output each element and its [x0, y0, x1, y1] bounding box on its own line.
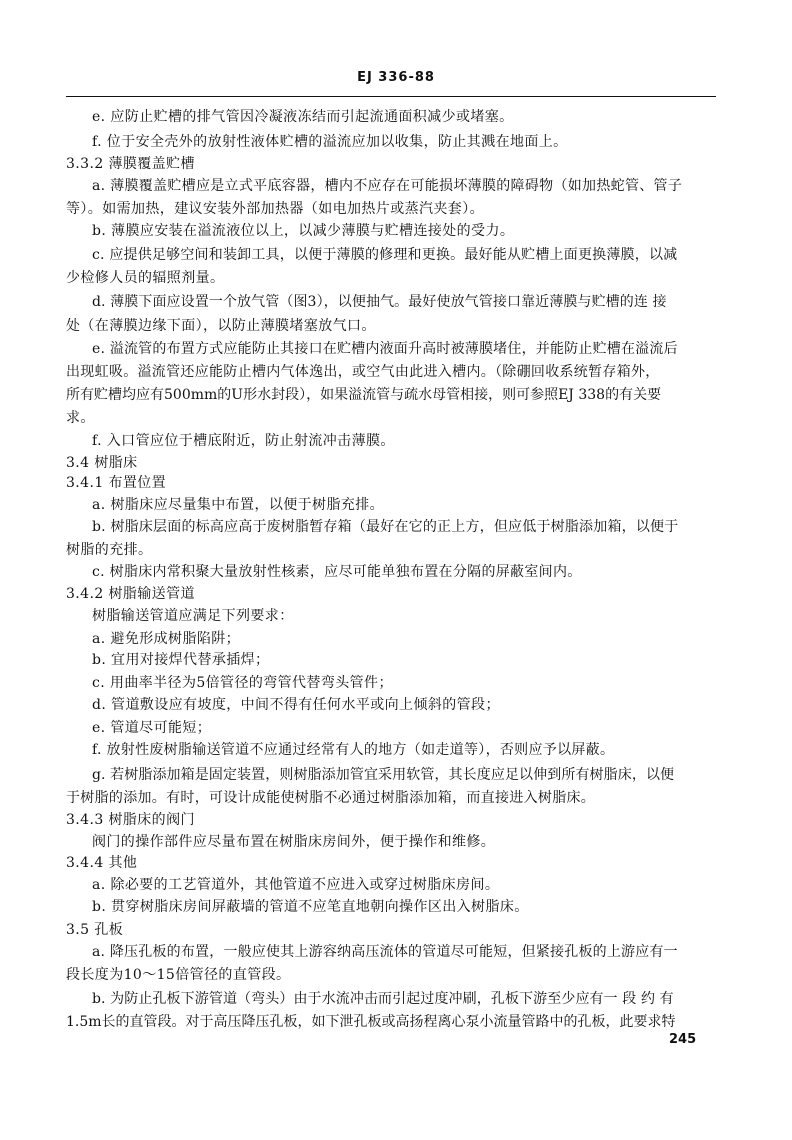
text-line: 3.5 孔板 — [66, 922, 124, 938]
text-line: a. 避免形成树脂陷阱； — [92, 631, 241, 647]
text-line: f. 放射性废树脂输送管道不应通过经常有人的地方（如走道等），否则应予以屏蔽。 — [92, 742, 615, 758]
text-line: 3.4.4 其他 — [66, 855, 138, 871]
text-line: 所有贮槽均应有500mm的U形水封段），如果溢流管与疏水母管相接，则可参照EJ 338的有关要 — [66, 387, 662, 403]
text-line: e. 管道尽可能短； — [92, 720, 212, 736]
text-line: 3.4.3 树脂床的阀门 — [66, 812, 195, 828]
text-line: b. 树脂床层面的标高应高于废树脂暂存箱（最好在它的正上方，但应低于树脂添加箱，以便于 — [92, 519, 679, 535]
text-line: 3.4 树脂床 — [66, 455, 138, 471]
text-line: 求。 — [66, 410, 95, 426]
text-line: 3.3.2 薄膜覆盖贮槽 — [66, 156, 195, 172]
text-line: a. 薄膜覆盖贮槽应是立式平底容器，槽内不应存在可能损坏薄膜的障碍物（如加热蛇管、管子 — [92, 178, 683, 194]
text-line: b. 贯穿树脂床房间屏蔽墙的管道不应笔直地朝向操作区出入树脂床。 — [92, 899, 529, 915]
text-line: g. 若树脂添加箱是固定装置，则树脂添加管宜采用软管，其长度应足以伸到所有树脂床，以便 — [92, 767, 675, 783]
text-line: 段长度为10～15倍管径的直管段。 — [66, 967, 291, 983]
page-number: 245 — [669, 1032, 697, 1047]
text-line: 1.5m长的直管段。对于高压降压孔板，如下泄孔板或高扬程离心泵小流量管路中的孔板，此要求特 — [66, 1014, 676, 1030]
text-line: 树脂的充排。 — [66, 542, 153, 558]
text-line: b. 为防止孔板下游管道（弯头）由于水流冲击而引起过度冲刷，孔板下游至少应有一 段 约 有 — [92, 991, 674, 1007]
text-line: c. 树脂床内常积聚大量放射性核素，应尽可能单独布置在分隔的屏蔽室间内。 — [92, 564, 582, 580]
text-line: 处（在薄膜边缘下面），以防止薄膜堵塞放气口。 — [66, 318, 376, 334]
header-divider — [66, 96, 716, 97]
text-line: d. 薄膜下面应设置一个放气管（图3），以便抽气。最好使放气管接口靠近薄膜与贮槽的连 接 — [92, 294, 667, 310]
text-line: 等）。如需加热，建议安装外部加热器（如电加热片或蒸汽夹套）。 — [66, 201, 484, 217]
text-line: b. 薄膜应安装在溢流液位以上，以减少薄膜与贮槽连接处的受力。 — [92, 223, 515, 239]
text-line: b. 宜用对接焊代替承插焊； — [92, 652, 270, 668]
text-line: c. 应提供足够空间和装卸工具，以便于薄膜的修理和更换。最好能从贮槽上面更换薄膜，以减 — [92, 247, 678, 263]
text-line: 3.4.2 树脂输送管道 — [66, 586, 195, 602]
text-line: a. 降压孔板的布置，一般应使其上游容纳高压流体的管道尽可能短，但紧接孔板的上游应有一 — [92, 944, 678, 960]
text-line: a. 除必要的工艺管道外，其他管道不应进入或穿过树脂床房间。 — [92, 877, 500, 893]
text-line: f. 入口管应位于槽底附近，防止射流冲击薄膜。 — [92, 433, 395, 449]
text-line: c. 用曲率半径为5倍管径的弯管代替弯头管件； — [92, 675, 393, 691]
text-line: d. 管道敷设应有坡度，中间不得有任何水平或向上倾斜的管段； — [92, 697, 500, 713]
text-line: a. 树脂床应尽量集中布置，以便于树脂充排。 — [92, 497, 385, 513]
text-line: e. 应防止贮槽的排气管因冷凝液冻结而引起流通面积减少或堵塞。 — [92, 109, 514, 125]
text-line: 少检修人员的辐照剂量。 — [66, 270, 225, 286]
text-line: 于树脂的添加。有时，可设计成能使树脂不必通过树脂添加箱，而直接进入树脂床。 — [66, 790, 596, 806]
text-line: f. 位于安全壳外的放射性液体贮槽的溢流应加以收集，防止其溅在地面上。 — [92, 134, 568, 150]
document-code-header: EJ 336-88 — [357, 70, 435, 85]
text-line: 出现虹吸。溢流管还应能防止槽内气体逸出，或空气由此进入槽内。（除硼回收系统暂存箱外， — [66, 364, 660, 380]
text-line: 树脂输送管道应满足下列要求： — [92, 608, 294, 624]
text-line: e. 溢流管的布置方式应能防止其接口在贮槽内液面升高时被薄膜堵住，并能防止贮槽在溢流后 — [92, 341, 678, 357]
text-line: 阀门的操作部件应尽量布置在树脂床房间外，便于操作和维修。 — [92, 834, 496, 850]
text-line: 3.4.1 布置位置 — [66, 475, 167, 491]
